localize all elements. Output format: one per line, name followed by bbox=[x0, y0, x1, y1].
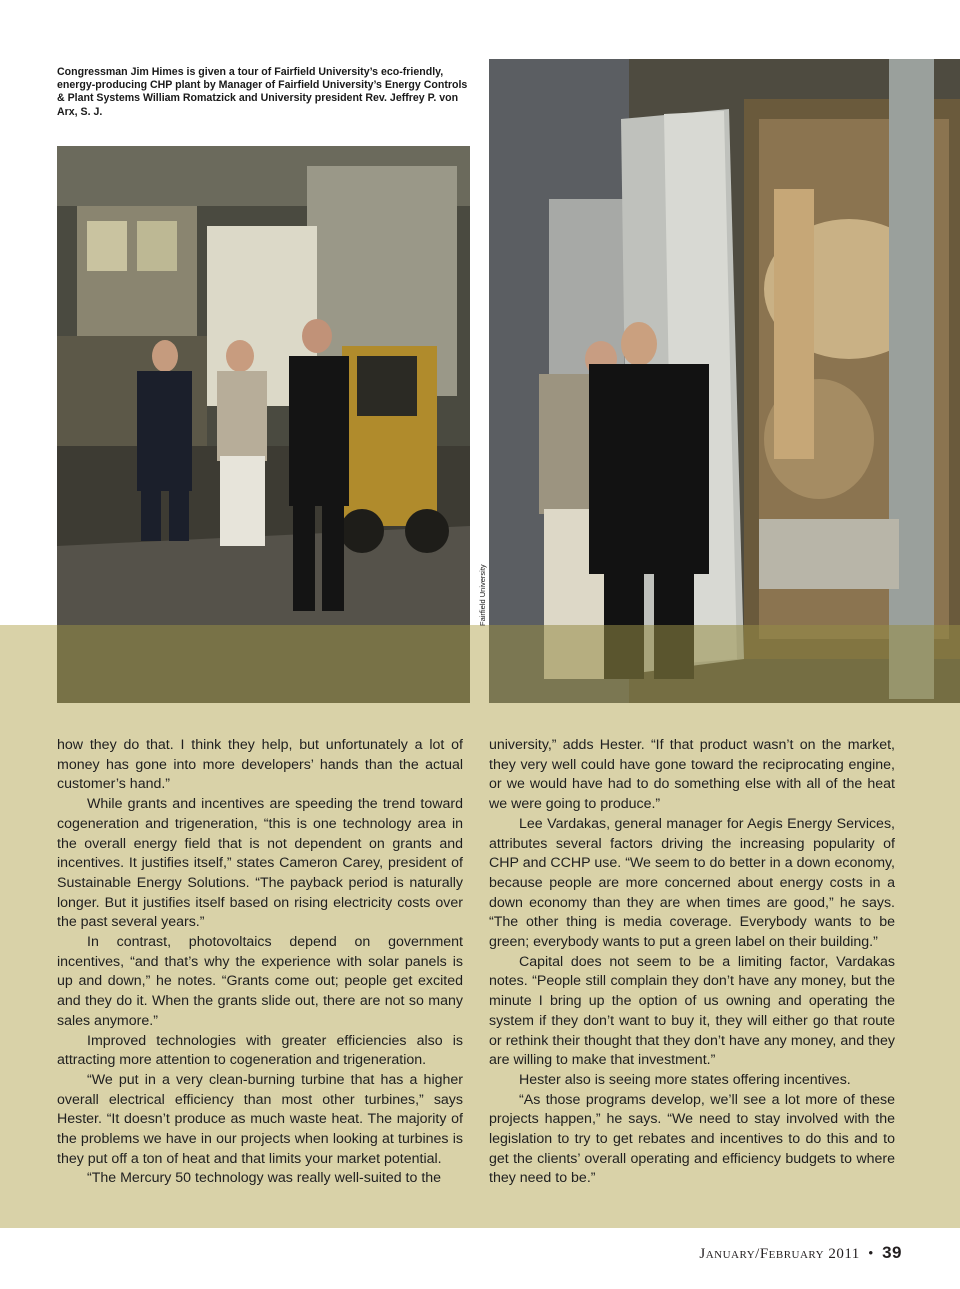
paragraph: Lee Vardakas, general manager for Aegis Energy Services, attributes several factors driving the increasing popularity of CHP and CCHP use. “We seem to do better in a down economy, because people are more concerned about energy costs in a down economy than they are when times are good,” he says. “The other thing is media coverage. Everybody wants to be green; everybody wants to put a green label on their building.” bbox=[489, 815, 895, 951]
paragraph: Hester also is seeing more states offering incentives. bbox=[519, 1071, 851, 1088]
paragraph: university,” adds Hester. “If that product wasn’t on the market, they very well could have gone toward the reciprocating engine, or we would have had to do something else with all of the heat we were going to produce.” bbox=[489, 737, 895, 813]
workshop-photo-illustration bbox=[57, 146, 470, 703]
paragraph: “We put in a very clean-burning turbine that has a higher overall electrical efficiency than most other turbines,” says Hester. “It doesn’t produce as much waste heat. The majority of the problems we have in our projects when looking at turbines is they put off a ton of heat and that limits your market potential. bbox=[57, 1071, 463, 1167]
footer-bullet: • bbox=[868, 1246, 874, 1262]
paragraph: Capital does not seem to be a limiting factor, Vardakas notes. “People still complain they don’t have any money, but the minute I bring up the option of us owning and operating the system if they don’t want to buy it, they will either go that route or rethink their thought that they don’t have any money, and they are willing to make that investment.” bbox=[489, 953, 895, 1069]
article-column-right bbox=[489, 736, 895, 1189]
issue-date: January/February 2011 bbox=[699, 1246, 860, 1262]
photo-caption: Congressman Jim Himes is given a tour of Fairfield University’s eco-friendly, energy-producing CHP plant by Manager of Fairfield University’s Energy Controls & Plant Systems William Romatzick and University president Rev. Jeffrey P. von Arx, S. J. bbox=[57, 66, 468, 118]
photo-turbine-enclosure bbox=[489, 59, 960, 703]
article-column-left bbox=[57, 736, 463, 1189]
page-footer bbox=[699, 1243, 902, 1263]
paragraph: “As those programs develop, we’ll see a lot more of these projects happen,” he says. “We need to stay involved with the legislation to try to get rebates and incentives to do this and to get the clients’ overall operating and efficiency budgets to where they need to be.” bbox=[489, 1091, 895, 1187]
paragraph: “The Mercury 50 technology was really well-suited to the bbox=[87, 1170, 442, 1187]
photo-credit: Fairfield University bbox=[478, 564, 487, 626]
paragraph: Improved technologies with greater efficiencies also is attracting more attention to cogeneration and trigeneration. bbox=[57, 1032, 463, 1069]
paragraph: In contrast, photovoltaics depend on government incentives, “and that’s why the experience with solar panels is up and down,” he notes. “Grants come out; people get excited and they do it. When the grants slide out, there are not so many sales anymore.” bbox=[57, 934, 463, 1029]
page-number: 39 bbox=[882, 1243, 902, 1262]
photo-tour-workshop bbox=[57, 146, 470, 703]
paragraph: how they do that. I think they help, but unfortunately a lot of money has gone into more developers’ hands than the actual customer’s hand.” bbox=[57, 737, 463, 793]
photo-tint-overlay bbox=[489, 625, 960, 703]
photo-tint-overlay bbox=[57, 625, 470, 703]
turbine-photo-illustration bbox=[489, 59, 960, 703]
paragraph: While grants and incentives are speeding the trend toward cogeneration and trigeneration, “this is one technology area in the overall energy field that is not dependent on grants and incentives. It justifies itself,” states Cameron Carey, president of Sustainable Energy Solutions. “The payback period is naturally longer. But it justifies itself based on rising electricity costs over the past several years.” bbox=[57, 796, 463, 931]
